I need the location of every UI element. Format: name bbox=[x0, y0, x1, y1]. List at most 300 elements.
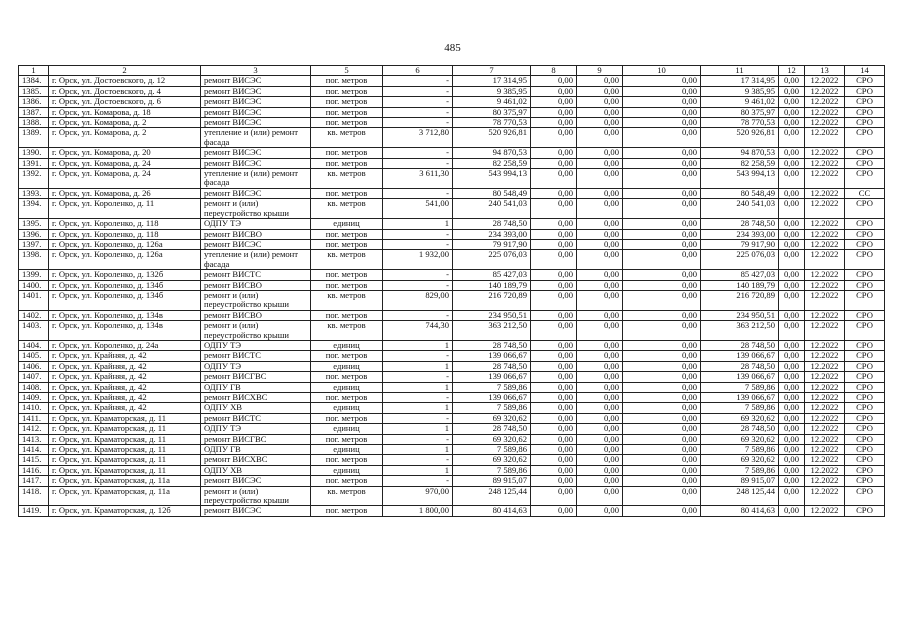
table-cell: 0,00 bbox=[577, 465, 623, 475]
table-cell: 12.2022 bbox=[805, 382, 845, 392]
table-cell: 140 189,79 bbox=[453, 280, 531, 290]
table-cell: 0,00 bbox=[779, 169, 805, 189]
table-cell: 0,00 bbox=[531, 403, 577, 413]
table-cell: 0,00 bbox=[531, 351, 577, 361]
table-cell: г. Орск, ул. Краматорская, д. 11а bbox=[49, 486, 201, 506]
table-cell: 0,00 bbox=[623, 199, 701, 219]
table-cell: 69 320,62 bbox=[453, 455, 531, 465]
table-cell: 9 461,02 bbox=[701, 97, 779, 107]
table-cell: 12.2022 bbox=[805, 476, 845, 486]
table-cell: 82 258,59 bbox=[701, 158, 779, 168]
table-cell: 12.2022 bbox=[805, 506, 845, 516]
table-cell: 12.2022 bbox=[805, 455, 845, 465]
table-cell: ремонт ВИСЭС bbox=[201, 97, 311, 107]
table-cell: 0,00 bbox=[577, 434, 623, 444]
table-cell: 0,00 bbox=[577, 219, 623, 229]
table-cell: ОДПУ ХВ bbox=[201, 403, 311, 413]
table-cell: 139 066,67 bbox=[701, 351, 779, 361]
table-cell: 0,00 bbox=[779, 455, 805, 465]
table-cell: 0,00 bbox=[577, 321, 623, 341]
column-header: 11 bbox=[701, 66, 779, 76]
table-cell: 0,00 bbox=[779, 250, 805, 270]
table-cell: - bbox=[383, 270, 453, 280]
table-cell: ремонт и (или) переустройство крыши bbox=[201, 199, 311, 219]
table-cell: 82 258,59 bbox=[453, 158, 531, 168]
table-cell: 1403. bbox=[19, 321, 49, 341]
table-cell: СРО bbox=[845, 107, 885, 117]
table-cell: СРО bbox=[845, 310, 885, 320]
table-cell: г. Орск, ул. Комарова, д. 2 bbox=[49, 128, 201, 148]
table-cell: 0,00 bbox=[531, 239, 577, 249]
table-cell: СРО bbox=[845, 424, 885, 434]
table-cell: кв. метров bbox=[311, 321, 383, 341]
table-row bbox=[19, 413, 885, 423]
table-cell: 12.2022 bbox=[805, 107, 845, 117]
table-cell: СРО bbox=[845, 118, 885, 128]
table-cell: 28 748,50 bbox=[453, 340, 531, 350]
table-cell: г. Орск, ул. Комарова, д. 18 bbox=[49, 107, 201, 117]
table-cell: 0,00 bbox=[531, 118, 577, 128]
table-cell: ремонт ВИСХВС bbox=[201, 455, 311, 465]
table-cell: 1392. bbox=[19, 169, 49, 189]
table-cell: кв. метров bbox=[311, 250, 383, 270]
table-cell: 0,00 bbox=[623, 455, 701, 465]
column-header: 2 bbox=[49, 66, 201, 76]
table-cell: ремонт ВИСГВС bbox=[201, 434, 311, 444]
table-cell: 139 066,67 bbox=[453, 351, 531, 361]
table-row bbox=[19, 86, 885, 96]
table-cell: СРО bbox=[845, 158, 885, 168]
table-cell: 541,00 bbox=[383, 199, 453, 219]
table-cell: пог. метров bbox=[311, 118, 383, 128]
table-cell: 520 926,81 bbox=[701, 128, 779, 148]
table-cell: 234 950,51 bbox=[453, 310, 531, 320]
table-cell: пог. метров bbox=[311, 270, 383, 280]
table-cell: г. Орск, ул. Короленко, д. 134б bbox=[49, 290, 201, 310]
table-cell: 0,00 bbox=[531, 250, 577, 270]
table-cell: г. Орск, ул. Достоевского, д. 12 bbox=[49, 76, 201, 86]
table-cell: 1402. bbox=[19, 310, 49, 320]
table-cell: 240 541,03 bbox=[453, 199, 531, 219]
table-cell: 12.2022 bbox=[805, 118, 845, 128]
table-cell: СРО bbox=[845, 486, 885, 506]
table-cell: 0,00 bbox=[779, 372, 805, 382]
table-cell: 0,00 bbox=[577, 270, 623, 280]
table-cell: 1408. bbox=[19, 382, 49, 392]
table-cell: 0,00 bbox=[577, 455, 623, 465]
table-cell: 12.2022 bbox=[805, 128, 845, 148]
table-row bbox=[19, 188, 885, 198]
table-cell: 1 bbox=[383, 403, 453, 413]
table-cell: - bbox=[383, 239, 453, 249]
table-cell: 234 393,00 bbox=[453, 229, 531, 239]
table-cell: 0,00 bbox=[779, 97, 805, 107]
table-cell: 0,00 bbox=[623, 393, 701, 403]
table-cell: 79 917,90 bbox=[701, 239, 779, 249]
table-cell: - bbox=[383, 455, 453, 465]
table-row bbox=[19, 403, 885, 413]
table-cell: 1412. bbox=[19, 424, 49, 434]
table-row bbox=[19, 128, 885, 148]
table-cell: 12.2022 bbox=[805, 76, 845, 86]
table-cell: 0,00 bbox=[623, 506, 701, 516]
table-cell: 1 bbox=[383, 361, 453, 371]
table-cell: ремонт ВИСТС bbox=[201, 351, 311, 361]
table-cell: 1387. bbox=[19, 107, 49, 117]
table-cell: единиц bbox=[311, 424, 383, 434]
table-cell: - bbox=[383, 393, 453, 403]
table-row bbox=[19, 476, 885, 486]
table-cell: 0,00 bbox=[577, 199, 623, 219]
table-cell: г. Орск, ул. Короленко, д. 118 bbox=[49, 229, 201, 239]
table-cell: ремонт ВИСВО bbox=[201, 310, 311, 320]
repair-table bbox=[18, 65, 885, 517]
table-cell: единиц bbox=[311, 382, 383, 392]
table-cell: 12.2022 bbox=[805, 361, 845, 371]
table-cell: - bbox=[383, 118, 453, 128]
page-number: 485 bbox=[444, 42, 461, 54]
table-cell: 0,00 bbox=[577, 486, 623, 506]
table-cell: 0,00 bbox=[577, 424, 623, 434]
table-cell: - bbox=[383, 372, 453, 382]
table-cell: ОДПУ ТЭ bbox=[201, 340, 311, 350]
table-cell: 1384. bbox=[19, 76, 49, 86]
table-cell: г. Орск, ул. Краматорская, д. 11а bbox=[49, 476, 201, 486]
table-row bbox=[19, 270, 885, 280]
table-row bbox=[19, 340, 885, 350]
table-cell: 0,00 bbox=[623, 382, 701, 392]
table-cell: ремонт ВИСЭС bbox=[201, 188, 311, 198]
table-cell: 12.2022 bbox=[805, 250, 845, 270]
table-cell: ремонт ВИСВО bbox=[201, 280, 311, 290]
table-cell: 17 314,95 bbox=[453, 76, 531, 86]
table-cell: 28 748,50 bbox=[453, 361, 531, 371]
table-cell: ремонт и (или) переустройство крыши bbox=[201, 290, 311, 310]
table-cell: 0,00 bbox=[531, 148, 577, 158]
table-row bbox=[19, 280, 885, 290]
table-cell: 225 076,03 bbox=[453, 250, 531, 270]
table-cell: 0,00 bbox=[577, 413, 623, 423]
table-cell: пог. метров bbox=[311, 229, 383, 239]
table-cell: пог. метров bbox=[311, 372, 383, 382]
table-cell: 0,00 bbox=[779, 86, 805, 96]
table-cell: 0,00 bbox=[531, 465, 577, 475]
table-cell: СРО bbox=[845, 351, 885, 361]
table-cell: 12.2022 bbox=[805, 321, 845, 341]
table-cell: 12.2022 bbox=[805, 372, 845, 382]
table-cell: 12.2022 bbox=[805, 239, 845, 249]
table-cell: 234 950,51 bbox=[701, 310, 779, 320]
table-cell: 0,00 bbox=[779, 158, 805, 168]
table-cell: 1399. bbox=[19, 270, 49, 280]
table-cell: 520 926,81 bbox=[453, 128, 531, 148]
table-cell: единиц bbox=[311, 361, 383, 371]
table-cell: 1405. bbox=[19, 351, 49, 361]
table-cell: 829,00 bbox=[383, 290, 453, 310]
table-cell: 12.2022 bbox=[805, 148, 845, 158]
table-cell: 0,00 bbox=[623, 229, 701, 239]
table-cell: 12.2022 bbox=[805, 219, 845, 229]
table-cell: пог. метров bbox=[311, 97, 383, 107]
table-cell: 3 611,30 bbox=[383, 169, 453, 189]
table-cell: СРО bbox=[845, 465, 885, 475]
table-cell: 0,00 bbox=[779, 321, 805, 341]
table-cell: 12.2022 bbox=[805, 465, 845, 475]
table-cell: 1409. bbox=[19, 393, 49, 403]
table-cell: утепление и (или) ремонт фасада bbox=[201, 169, 311, 189]
table-cell: 1397. bbox=[19, 239, 49, 249]
table-cell: 94 870,53 bbox=[701, 148, 779, 158]
table-cell: 0,00 bbox=[531, 229, 577, 239]
table-cell: единиц bbox=[311, 340, 383, 350]
table-cell: 0,00 bbox=[779, 476, 805, 486]
table-cell: г. Орск, ул. Короленко, д. 134в bbox=[49, 321, 201, 341]
table-cell: 0,00 bbox=[779, 239, 805, 249]
table-cell: 0,00 bbox=[779, 393, 805, 403]
table-cell: 0,00 bbox=[577, 280, 623, 290]
table-cell: 0,00 bbox=[577, 445, 623, 455]
table-cell: пог. метров bbox=[311, 107, 383, 117]
table-cell: 0,00 bbox=[779, 413, 805, 423]
table-row bbox=[19, 486, 885, 506]
table-cell: пог. метров bbox=[311, 413, 383, 423]
table-cell: пог. метров bbox=[311, 188, 383, 198]
table-cell: 0,00 bbox=[577, 476, 623, 486]
table-cell: 80 375,97 bbox=[701, 107, 779, 117]
column-header: 5 bbox=[311, 66, 383, 76]
table-cell: ремонт и (или) переустройство крыши bbox=[201, 486, 311, 506]
table-cell: г. Орск, ул. Краматорская, д. 11 bbox=[49, 424, 201, 434]
table-row bbox=[19, 424, 885, 434]
table-cell: ремонт ВИСЭС bbox=[201, 76, 311, 86]
table-cell: г. Орск, ул. Краматорская, д. 11 bbox=[49, 434, 201, 444]
table-cell: 1 bbox=[383, 424, 453, 434]
table-cell: 1411. bbox=[19, 413, 49, 423]
table-cell: 0,00 bbox=[623, 270, 701, 280]
table-row bbox=[19, 455, 885, 465]
table-cell: 1391. bbox=[19, 158, 49, 168]
table-cell: 0,00 bbox=[623, 476, 701, 486]
table-cell: г. Орск, ул. Краматорская, д. 12б bbox=[49, 506, 201, 516]
table-cell: 0,00 bbox=[577, 403, 623, 413]
table-cell: 0,00 bbox=[623, 424, 701, 434]
table-cell: 78 770,53 bbox=[453, 118, 531, 128]
table-cell: 0,00 bbox=[531, 361, 577, 371]
table-cell: - bbox=[383, 476, 453, 486]
table-cell: 0,00 bbox=[623, 107, 701, 117]
table-cell: 0,00 bbox=[623, 310, 701, 320]
table-cell: 0,00 bbox=[531, 169, 577, 189]
column-header: 14 bbox=[845, 66, 885, 76]
table-cell: пог. метров bbox=[311, 280, 383, 290]
table-cell: 7 589,86 bbox=[453, 403, 531, 413]
table-cell: ремонт ВИСТС bbox=[201, 270, 311, 280]
table-cell: г. Орск, ул. Достоевского, д. 4 bbox=[49, 86, 201, 96]
table-cell: 80 548,49 bbox=[453, 188, 531, 198]
table-row bbox=[19, 250, 885, 270]
table-cell: ОДПУ ТЭ bbox=[201, 424, 311, 434]
table-cell: 0,00 bbox=[531, 270, 577, 280]
table-cell: г. Орск, ул. Крайняя, д. 42 bbox=[49, 403, 201, 413]
table-cell: г. Орск, ул. Краматорская, д. 11 bbox=[49, 413, 201, 423]
column-number-row bbox=[19, 66, 885, 76]
table-cell: - bbox=[383, 413, 453, 423]
table-cell: кв. метров bbox=[311, 169, 383, 189]
table-row bbox=[19, 76, 885, 86]
table-cell: ремонт ВИСЭС bbox=[201, 239, 311, 249]
table-cell: г. Орск, ул. Крайняя, д. 42 bbox=[49, 393, 201, 403]
table-cell: 12.2022 bbox=[805, 270, 845, 280]
table-cell: 0,00 bbox=[779, 280, 805, 290]
table-cell: 0,00 bbox=[623, 372, 701, 382]
table-cell: 1418. bbox=[19, 486, 49, 506]
table-cell: 0,00 bbox=[577, 351, 623, 361]
table-cell: 0,00 bbox=[623, 280, 701, 290]
table-cell: СРО bbox=[845, 76, 885, 86]
table-cell: 12.2022 bbox=[805, 188, 845, 198]
table-row bbox=[19, 199, 885, 219]
table-cell: 0,00 bbox=[531, 486, 577, 506]
table-cell: 139 066,67 bbox=[701, 372, 779, 382]
table-cell: 1 bbox=[383, 340, 453, 350]
table-cell: 28 748,50 bbox=[701, 424, 779, 434]
table-cell: г. Орск, ул. Комарова, д. 20 bbox=[49, 148, 201, 158]
table-cell: 0,00 bbox=[531, 424, 577, 434]
table-cell: 0,00 bbox=[531, 445, 577, 455]
table-cell: пог. метров bbox=[311, 476, 383, 486]
table-cell: 1388. bbox=[19, 118, 49, 128]
table-cell: 0,00 bbox=[577, 250, 623, 270]
table-cell: 1407. bbox=[19, 372, 49, 382]
table-cell: 0,00 bbox=[623, 445, 701, 455]
table-cell: 1410. bbox=[19, 403, 49, 413]
table-cell: СРО bbox=[845, 97, 885, 107]
table-row bbox=[19, 148, 885, 158]
table-cell: 0,00 bbox=[531, 86, 577, 96]
table-cell: 0,00 bbox=[779, 128, 805, 148]
table-cell: г. Орск, ул. Короленко, д. 134б bbox=[49, 280, 201, 290]
table-cell: 12.2022 bbox=[805, 434, 845, 444]
table-cell: пог. метров bbox=[311, 239, 383, 249]
table-cell: 0,00 bbox=[623, 290, 701, 310]
table-cell: 9 385,95 bbox=[701, 86, 779, 96]
column-header: 7 bbox=[453, 66, 531, 76]
table-cell: СРО bbox=[845, 128, 885, 148]
table-cell: 17 314,95 bbox=[701, 76, 779, 86]
table-cell: СРО bbox=[845, 148, 885, 158]
table-cell: ОДПУ ТЭ bbox=[201, 219, 311, 229]
table-cell: 363 212,50 bbox=[701, 321, 779, 341]
table-cell: 0,00 bbox=[577, 506, 623, 516]
table-cell: ремонт ВИСЭС bbox=[201, 118, 311, 128]
table-cell: 9 461,02 bbox=[453, 97, 531, 107]
column-header: 1 bbox=[19, 66, 49, 76]
table-cell: 28 748,50 bbox=[701, 340, 779, 350]
table-cell: СРО bbox=[845, 250, 885, 270]
table-cell: СРО bbox=[845, 476, 885, 486]
table-cell: СРО bbox=[845, 403, 885, 413]
table-row bbox=[19, 506, 885, 516]
table-cell: ремонт ВИСВО bbox=[201, 229, 311, 239]
table-cell: г. Орск, ул. Крайняя, д. 42 bbox=[49, 351, 201, 361]
table-cell: 1386. bbox=[19, 97, 49, 107]
table-cell: г. Орск, ул. Краматорская, д. 11 bbox=[49, 445, 201, 455]
table-cell: ОДПУ ХВ bbox=[201, 465, 311, 475]
table-cell: 1395. bbox=[19, 219, 49, 229]
table-cell: г. Орск, ул. Короленко, д. 126а bbox=[49, 239, 201, 249]
table-cell: 0,00 bbox=[531, 280, 577, 290]
table-cell: г. Орск, ул. Краматорская, д. 11 bbox=[49, 455, 201, 465]
table-cell: 0,00 bbox=[531, 413, 577, 423]
table-cell: 7 589,86 bbox=[701, 445, 779, 455]
table-cell: 0,00 bbox=[531, 128, 577, 148]
table-cell: 0,00 bbox=[623, 434, 701, 444]
table-row bbox=[19, 465, 885, 475]
table-cell: 1400. bbox=[19, 280, 49, 290]
table-cell: 0,00 bbox=[531, 382, 577, 392]
table-cell: ОДПУ ГВ bbox=[201, 382, 311, 392]
table-cell: ремонт ВИСТС bbox=[201, 413, 311, 423]
table-cell: 28 748,50 bbox=[453, 219, 531, 229]
table-cell: 0,00 bbox=[779, 506, 805, 516]
table-cell: 79 917,90 bbox=[453, 239, 531, 249]
table-cell: 89 915,07 bbox=[453, 476, 531, 486]
table-cell: СРО bbox=[845, 270, 885, 280]
table-cell: 0,00 bbox=[779, 107, 805, 117]
table-row bbox=[19, 445, 885, 455]
table-cell: ремонт ВИСЭС bbox=[201, 476, 311, 486]
table-cell: СРО bbox=[845, 445, 885, 455]
table-cell: утепление и (или) ремонт фасада bbox=[201, 128, 311, 148]
table-cell: СРО bbox=[845, 382, 885, 392]
table-cell: 0,00 bbox=[779, 290, 805, 310]
table-cell: СРО bbox=[845, 361, 885, 371]
table-cell: 94 870,53 bbox=[453, 148, 531, 158]
table-cell: 0,00 bbox=[779, 199, 805, 219]
table-cell: 0,00 bbox=[779, 118, 805, 128]
table-cell: 1 800,00 bbox=[383, 506, 453, 516]
table-cell: СРО bbox=[845, 290, 885, 310]
table-cell: 85 427,03 bbox=[453, 270, 531, 280]
table-cell: 744,30 bbox=[383, 321, 453, 341]
table-cell: пог. метров bbox=[311, 148, 383, 158]
table-cell: 0,00 bbox=[779, 403, 805, 413]
table-cell: 1415. bbox=[19, 455, 49, 465]
column-header: 12 bbox=[779, 66, 805, 76]
table-cell: 0,00 bbox=[577, 229, 623, 239]
table-cell: г. Орск, ул. Короленко, д. 11 bbox=[49, 199, 201, 219]
table-cell: 1390. bbox=[19, 148, 49, 158]
table-cell: 1396. bbox=[19, 229, 49, 239]
table-cell: ремонт и (или) переустройство крыши bbox=[201, 321, 311, 341]
table-cell: 225 076,03 bbox=[701, 250, 779, 270]
table-cell: 0,00 bbox=[577, 158, 623, 168]
table-cell: - bbox=[383, 351, 453, 361]
table-cell: 0,00 bbox=[531, 310, 577, 320]
table-cell: СС bbox=[845, 188, 885, 198]
table-cell: 0,00 bbox=[577, 107, 623, 117]
table-cell: 0,00 bbox=[779, 465, 805, 475]
table-cell: СРО bbox=[845, 434, 885, 444]
table-cell: 0,00 bbox=[623, 188, 701, 198]
table-cell: - bbox=[383, 188, 453, 198]
table-cell: кв. метров bbox=[311, 128, 383, 148]
table-cell: 69 320,62 bbox=[701, 434, 779, 444]
table-cell: 0,00 bbox=[577, 76, 623, 86]
table-cell: СРО bbox=[845, 86, 885, 96]
table-row bbox=[19, 393, 885, 403]
table-cell: 1398. bbox=[19, 250, 49, 270]
